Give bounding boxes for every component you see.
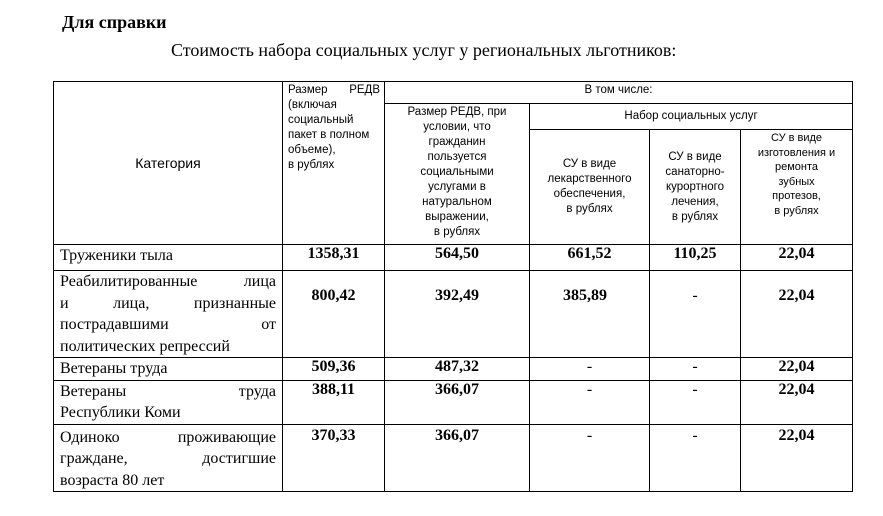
- value: 366,07: [435, 426, 479, 444]
- cell-su-medicine: [530, 380, 650, 424]
- table-row: [54, 380, 853, 424]
- value: 509,36: [311, 358, 356, 375]
- social-services-table: [53, 81, 853, 492]
- value: 22,04: [778, 358, 815, 375]
- header-su-sanatorium: [650, 130, 741, 245]
- header-line: выражении,: [425, 211, 489, 223]
- value: 110,25: [673, 245, 717, 262]
- table-row: [54, 245, 853, 271]
- value: -: [692, 358, 698, 375]
- header-social-set: Набор социальных услуг: [530, 104, 853, 130]
- header-redv-line: социальный: [288, 114, 354, 126]
- cell-redv-natural: [385, 245, 530, 271]
- category-line: Ветераны труда: [60, 382, 276, 400]
- value: -: [586, 426, 593, 444]
- header-redv-line: в рублях: [288, 159, 335, 171]
- cell-su-medicine: [530, 271, 650, 358]
- header-su-medicine: [530, 130, 650, 245]
- cell-redv-natural: [385, 358, 530, 381]
- cell-su-dental: [741, 424, 853, 492]
- category-line: возраста 80 лет: [60, 471, 165, 489]
- value: -: [692, 380, 698, 398]
- category-line: пострадавшими от: [60, 316, 276, 333]
- value: 22,04: [778, 245, 815, 262]
- header-redv-line: объеме),: [288, 144, 336, 156]
- category-line: Республики Коми: [60, 404, 181, 421]
- header-line: СУ в виде: [770, 132, 823, 144]
- cell-su-dental: [741, 271, 853, 358]
- cell-redv: [283, 424, 385, 492]
- cell-su-sanatorium: [650, 271, 741, 358]
- header-redv-word-2: РЕДВ: [349, 84, 380, 96]
- header-line: социальными: [420, 166, 494, 178]
- header-su-dental: [741, 130, 853, 245]
- value: 564,50: [435, 245, 479, 262]
- value: 800,42: [311, 287, 356, 304]
- table-row: [54, 424, 853, 492]
- value: 366,07: [435, 380, 479, 398]
- header-line: обеспечения,: [553, 188, 626, 200]
- header-line: СУ в виде: [562, 158, 617, 170]
- cell-redv-natural: [385, 380, 530, 424]
- cell-redv: [283, 358, 385, 381]
- header-line: в рублях: [433, 226, 481, 238]
- cell-su-medicine: [530, 424, 650, 492]
- row-category: [54, 358, 283, 381]
- value: 661,52: [567, 245, 612, 262]
- cell-redv-natural: [385, 271, 530, 358]
- value: 385,89: [563, 287, 607, 304]
- header-line: гражданин: [428, 136, 486, 148]
- header-line: услугами в: [428, 181, 486, 193]
- header-redv-line: (включая: [288, 99, 337, 111]
- header-line: зубных: [778, 175, 815, 188]
- header-line: в рублях: [671, 210, 719, 223]
- header-line: санаторно-: [665, 165, 725, 178]
- header-line: пользуется: [427, 151, 487, 163]
- header-redv-word-1: Размер: [288, 84, 328, 96]
- cell-redv-natural: [385, 424, 530, 492]
- value: -: [586, 380, 593, 398]
- row-category: [54, 424, 283, 492]
- value: -: [586, 358, 593, 375]
- value: -: [692, 426, 698, 444]
- category-line: и лица, признанные: [60, 294, 276, 312]
- category-line: политических репрессий: [60, 337, 230, 355]
- row-category: [54, 271, 283, 358]
- header-line: курортного: [665, 180, 725, 193]
- heading: Для справки: [62, 12, 167, 32]
- cell-su-sanatorium: [650, 245, 741, 271]
- cell-redv: [283, 380, 385, 424]
- header-line: изготовления и: [757, 146, 836, 159]
- cell-redv: [283, 245, 385, 271]
- header-line: ремонта: [775, 161, 819, 173]
- header-redv-first-line: [288, 83, 380, 98]
- cell-su-dental: [741, 245, 853, 271]
- header-category: Категория: [54, 82, 283, 245]
- cell-redv: [283, 271, 385, 358]
- cell-su-medicine: [530, 245, 650, 271]
- header-line: Размер РЕДВ, при: [407, 106, 507, 118]
- header-redv-full: [283, 82, 385, 245]
- header-redv-line: пакет в полном: [288, 129, 370, 141]
- header-line: лекарственного: [547, 173, 632, 185]
- header-line: лечения,: [671, 195, 719, 208]
- value: 370,33: [311, 426, 356, 444]
- value: 22,04: [778, 287, 815, 304]
- page-title: Стоимость набора социальных услуг у региональных льготников:: [171, 40, 677, 60]
- cell-su-sanatorium: [650, 424, 741, 492]
- value: 388,11: [311, 380, 356, 398]
- value: -: [692, 287, 698, 304]
- cell-su-dental: [741, 358, 853, 381]
- value: 1358,31: [307, 245, 360, 262]
- category-line: Ветераны труда: [60, 360, 168, 377]
- header-line: условии, что: [423, 121, 491, 133]
- table-row: [54, 271, 853, 358]
- header-in-total: В том числе:: [385, 82, 853, 104]
- header-line: в рублях: [566, 203, 613, 215]
- cell-su-dental: [741, 380, 853, 424]
- header-line: натуральном: [422, 196, 492, 208]
- header-redv-natural: [385, 104, 530, 245]
- header-line: в рублях: [774, 204, 819, 217]
- cell-su-sanatorium: [650, 380, 741, 424]
- row-category: [54, 380, 283, 424]
- row-category: [54, 245, 283, 271]
- category-line: Труженики тыла: [60, 247, 173, 264]
- cell-su-medicine: [530, 358, 650, 381]
- table-row: [54, 358, 853, 381]
- header-line: протезов,: [772, 190, 821, 202]
- category-line: Одиноко проживающие: [60, 428, 276, 446]
- value: 22,04: [778, 380, 815, 398]
- value: 392,49: [435, 287, 479, 304]
- category-line: Реабилитированные лица: [60, 273, 276, 290]
- value: 22,04: [778, 426, 815, 444]
- value: 487,32: [435, 358, 479, 375]
- header-line: СУ в виде: [668, 150, 722, 163]
- cell-su-sanatorium: [650, 358, 741, 381]
- category-line: граждане, достигшие: [60, 450, 276, 467]
